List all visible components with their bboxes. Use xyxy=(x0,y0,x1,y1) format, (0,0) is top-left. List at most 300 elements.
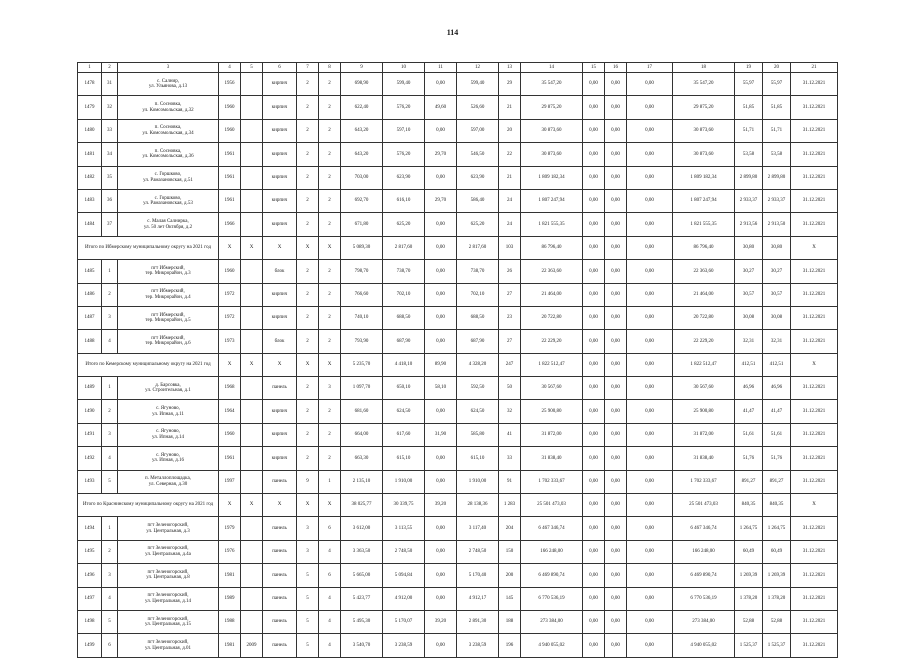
table-cell: 30 873,60 xyxy=(521,143,583,166)
table-row xyxy=(78,330,838,353)
table-cell: 0,00 xyxy=(583,610,605,633)
table-cell: 798,70 xyxy=(341,260,383,283)
table-cell: 29 875,20 xyxy=(673,96,735,119)
address-cell: пгт Зеленогорский, ул. Центральная, д.3 xyxy=(118,517,219,540)
table-cell: 21 xyxy=(499,166,521,189)
table-cell: 0,00 xyxy=(583,353,605,376)
table-cell: 840,35 xyxy=(763,494,791,517)
table-cell: 1 910,00 xyxy=(457,470,499,493)
table-cell: 622,40 xyxy=(341,96,383,119)
table-cell: 3 238,59 xyxy=(457,634,499,657)
address-cell: пгт Зеленогорский, ул. Центральная, д.01 xyxy=(118,634,219,657)
table-cell: 2 xyxy=(319,143,341,166)
table-cell: 576,20 xyxy=(383,96,425,119)
table-cell: 3 238,59 xyxy=(383,634,425,657)
table-cell: 2 xyxy=(297,96,319,119)
table-cell: 1498 xyxy=(78,610,102,633)
table-cell: 29 xyxy=(499,73,521,96)
column-number: 8 xyxy=(319,63,341,73)
table-cell: кирпич xyxy=(263,283,297,306)
table-cell: 4 xyxy=(319,610,341,633)
table-cell: 0,00 xyxy=(627,213,673,236)
table-cell: 0,00 xyxy=(627,73,673,96)
table-cell: 204 xyxy=(499,517,521,540)
table-cell: 51,76 xyxy=(735,447,763,470)
table-cell: 1484 xyxy=(78,213,102,236)
table-cell: 2 817,60 xyxy=(383,236,425,259)
table-cell: 25 501 473,03 xyxy=(673,494,735,517)
table-cell: панель xyxy=(263,517,297,540)
table-cell: 6 xyxy=(319,564,341,587)
column-number: 1 xyxy=(78,63,102,73)
table-cell: кирпич xyxy=(263,73,297,96)
table-row xyxy=(78,283,838,306)
table-cell: 585,80 xyxy=(457,423,499,446)
table-cell: 31.12.2021 xyxy=(791,564,838,587)
table-cell: 29,70 xyxy=(425,189,457,212)
table-cell: 1 821 555,35 xyxy=(521,213,583,236)
table-cell: 51,61 xyxy=(763,423,791,446)
table-row xyxy=(78,447,838,470)
table-cell: 0,00 xyxy=(425,306,457,329)
table-cell: 2 xyxy=(319,166,341,189)
table-cell: 145 xyxy=(499,587,521,610)
address-cell: с. Малая Салнирка, ул. 50 лет Октября, д.2 xyxy=(118,213,219,236)
table-cell: 1 269,39 xyxy=(735,564,763,587)
table-cell: 2 xyxy=(297,447,319,470)
table-cell: 3 117,40 xyxy=(457,517,499,540)
table-cell: 4 940 055,02 xyxy=(673,634,735,657)
table-row xyxy=(78,166,838,189)
table-cell: 1479 xyxy=(78,96,102,119)
table-cell: 0,00 xyxy=(605,540,627,563)
table-cell: 1 702 333,67 xyxy=(521,470,583,493)
table-cell: 28 138,36 xyxy=(457,494,499,517)
address-cell: пгт Зеленогорский, ул. Центральная, д.8 xyxy=(118,564,219,587)
table-cell xyxy=(241,119,263,142)
table-cell: 2 891,30 xyxy=(457,610,499,633)
table-cell: 6 467 346,74 xyxy=(673,517,735,540)
table-cell: 1490 xyxy=(78,400,102,423)
table-row xyxy=(78,423,838,446)
table-cell xyxy=(241,166,263,189)
table-cell: X xyxy=(241,236,263,259)
address-cell: пгт Зеленогорский, ул. Центральная, д.14 xyxy=(118,587,219,610)
table-cell: 2 xyxy=(297,73,319,96)
table-cell: 0,00 xyxy=(605,73,627,96)
column-number: 16 xyxy=(605,63,627,73)
table-cell: 0,00 xyxy=(425,587,457,610)
column-number: 4 xyxy=(219,63,241,73)
table-cell: 1981 xyxy=(219,564,241,587)
table-cell: кирпич xyxy=(263,96,297,119)
table-cell: 546,50 xyxy=(457,143,499,166)
table-cell: 31.12.2021 xyxy=(791,283,838,306)
table-cell xyxy=(241,377,263,400)
table-cell: панель xyxy=(263,377,297,400)
table-cell: 688,50 xyxy=(457,306,499,329)
table-cell: 31.12.2021 xyxy=(791,330,838,353)
table-cell: 31.12.2021 xyxy=(791,587,838,610)
address-cell: п. Сосновка, ул. Комсомольская, д.32 xyxy=(118,96,219,119)
table-cell: 740,10 xyxy=(341,306,383,329)
table-cell: 5 665,00 xyxy=(341,564,383,587)
table-cell: 29 875,20 xyxy=(521,96,583,119)
table-cell: 4 912,17 xyxy=(457,587,499,610)
table-cell: 49,60 xyxy=(425,96,457,119)
table-cell: 1981 xyxy=(219,634,241,657)
table-cell: 51,71 xyxy=(735,119,763,142)
table-row xyxy=(78,517,838,540)
table-cell xyxy=(241,73,263,96)
table-cell: 0,00 xyxy=(425,634,457,657)
table-cell: X xyxy=(791,353,838,376)
table-cell: 766,60 xyxy=(341,283,383,306)
table-cell: 30 567,60 xyxy=(673,377,735,400)
table-cell: 3 xyxy=(297,517,319,540)
table-cell: 0,00 xyxy=(605,306,627,329)
table-cell: 24 xyxy=(499,213,521,236)
table-cell: 31 872,00 xyxy=(521,423,583,446)
table-cell: 31.12.2021 xyxy=(791,540,838,563)
table-cell: 21 464,00 xyxy=(521,283,583,306)
table-cell: 687,90 xyxy=(457,330,499,353)
address-cell: п. Сосновка, ул. Комсомольская, д.36 xyxy=(118,143,219,166)
table-cell: 0,00 xyxy=(583,540,605,563)
table-cell: 1483 xyxy=(78,189,102,212)
table-cell: 3 xyxy=(102,423,118,446)
table-cell: 27 xyxy=(499,330,521,353)
table-cell: 55,97 xyxy=(763,73,791,96)
table-cell: 599,40 xyxy=(457,73,499,96)
table-cell: 0,00 xyxy=(605,610,627,633)
table-cell: 0,00 xyxy=(627,143,673,166)
table-cell: 26 xyxy=(499,260,521,283)
table-cell: 681,60 xyxy=(341,400,383,423)
table-cell: 2 xyxy=(297,306,319,329)
table-cell: 0,00 xyxy=(605,283,627,306)
table-cell: 0,00 xyxy=(583,377,605,400)
table-cell: 1961 xyxy=(219,166,241,189)
address-cell: с. Ягуново, ул. Ипная, д.11 xyxy=(118,400,219,423)
table-cell: 91 xyxy=(499,470,521,493)
table-cell: 30 339,75 xyxy=(383,494,425,517)
column-number: 7 xyxy=(297,63,319,73)
table-cell: 31.12.2021 xyxy=(791,634,838,657)
table-cell: 5 235,70 xyxy=(341,353,383,376)
table-row xyxy=(78,634,838,657)
table-cell: 1485 xyxy=(78,260,102,283)
table-cell: 0,00 xyxy=(583,470,605,493)
table-cell: X xyxy=(297,494,319,517)
table-cell: 615,10 xyxy=(383,447,425,470)
table-cell: 22 xyxy=(499,143,521,166)
table-cell: 0,00 xyxy=(627,517,673,540)
table-cell: 2 xyxy=(297,189,319,212)
table-cell: 5 xyxy=(102,470,118,493)
table-cell: панель xyxy=(263,540,297,563)
table-cell: X xyxy=(219,494,241,517)
table-cell: 4 328,20 xyxy=(457,353,499,376)
table-cell: 1972 xyxy=(219,306,241,329)
table-cell: 51,61 xyxy=(735,423,763,446)
address-cell: с. Горшково, ул. Рамазановская, д.51 xyxy=(118,166,219,189)
column-number: 18 xyxy=(673,63,735,73)
table-cell: 0,00 xyxy=(627,587,673,610)
table-cell: 31.12.2021 xyxy=(791,423,838,446)
table-cell: 5 xyxy=(297,634,319,657)
table-cell: 1989 xyxy=(219,587,241,610)
table-cell: 6 xyxy=(102,634,118,657)
table-cell: 1 264,75 xyxy=(763,517,791,540)
table-cell: 1956 xyxy=(219,73,241,96)
table-cell: 0,00 xyxy=(627,119,673,142)
table-cell: 0,00 xyxy=(627,283,673,306)
address-cell: с. Ягуново, ул. Ипная, д.14 xyxy=(118,423,219,446)
table-cell: 0,00 xyxy=(425,283,457,306)
table-cell: 3 xyxy=(319,377,341,400)
table-cell: 2 933,37 xyxy=(763,189,791,212)
table-cell: 1487 xyxy=(78,306,102,329)
column-number: 12 xyxy=(457,63,499,73)
table-cell: 623,90 xyxy=(383,166,425,189)
table-cell: 0,00 xyxy=(605,634,627,657)
table-cell: 643,20 xyxy=(341,119,383,142)
table-cell: 0,00 xyxy=(425,213,457,236)
table-cell: 2 xyxy=(297,143,319,166)
table-cell xyxy=(241,260,263,283)
table-cell: 0,00 xyxy=(627,540,673,563)
table-cell: 1997 xyxy=(219,470,241,493)
table-cell: X xyxy=(263,494,297,517)
table-cell: кирпич xyxy=(263,306,297,329)
table-cell: 1 xyxy=(102,377,118,400)
table-cell: X xyxy=(241,494,263,517)
table-cell: 39,20 xyxy=(425,494,457,517)
table-cell: 1494 xyxy=(78,517,102,540)
table-cell: 51,85 xyxy=(735,96,763,119)
table-cell: 698,90 xyxy=(341,73,383,96)
column-number: 11 xyxy=(425,63,457,73)
table-cell: 0,00 xyxy=(605,96,627,119)
table-cell: 1 378,20 xyxy=(735,587,763,610)
table-cell: 60,49 xyxy=(735,540,763,563)
table-cell: 103 xyxy=(499,236,521,259)
table-cell: 1961 xyxy=(219,189,241,212)
column-number: 3 xyxy=(118,63,219,73)
page-number: 114 xyxy=(446,28,459,37)
table-cell: 0,00 xyxy=(627,306,673,329)
table-cell: 0,00 xyxy=(605,260,627,283)
table-cell: 3 540,70 xyxy=(341,634,383,657)
table-cell: 0,00 xyxy=(583,73,605,96)
table-cell: 0,00 xyxy=(605,166,627,189)
table-cell: 2009 xyxy=(241,634,263,657)
table-cell: 0,00 xyxy=(627,470,673,493)
table-cell: 22 363,60 xyxy=(673,260,735,283)
table-cell: 4 xyxy=(102,447,118,470)
table-cell: 702,10 xyxy=(457,283,499,306)
table-cell: 0,00 xyxy=(425,330,457,353)
table-cell: 0,00 xyxy=(583,166,605,189)
table-cell: 0,00 xyxy=(605,236,627,259)
table-cell: 1481 xyxy=(78,143,102,166)
table-cell: 51,76 xyxy=(763,447,791,470)
table-cell: 2 933,37 xyxy=(735,189,763,212)
table-cell: 31.12.2021 xyxy=(791,119,838,142)
address-cell: пгт Ибмерский, тер. Микрорайон, д.6 xyxy=(118,330,219,353)
table-cell: 31 838,40 xyxy=(673,447,735,470)
table-cell: 2 913,50 xyxy=(763,213,791,236)
table-cell: 0,00 xyxy=(583,423,605,446)
table-cell: 5 170,07 xyxy=(383,610,425,633)
table-cell: 60,49 xyxy=(763,540,791,563)
table-cell: 4 xyxy=(319,634,341,657)
table-cell: 0,00 xyxy=(627,330,673,353)
table-cell xyxy=(241,213,263,236)
table-cell: 6 467 346,74 xyxy=(521,517,583,540)
table-cell: 617,60 xyxy=(383,423,425,446)
table-cell: 55,97 xyxy=(735,73,763,96)
address-cell: д. Барсовка, ул. Строительная, д.1 xyxy=(118,377,219,400)
table-row xyxy=(78,377,838,400)
address-cell: пгт Ибмерский, тер. Микрорайон, д.4 xyxy=(118,283,219,306)
table-cell: 4 xyxy=(102,587,118,610)
table-cell: 31.12.2021 xyxy=(791,189,838,212)
table-cell: 0,00 xyxy=(425,447,457,470)
table-cell: 2 748,50 xyxy=(383,540,425,563)
table-cell xyxy=(241,470,263,493)
table-cell: 687,90 xyxy=(383,330,425,353)
table-cell: 0,00 xyxy=(605,143,627,166)
table-cell: 6 770 536,19 xyxy=(673,587,735,610)
table-cell: 32 xyxy=(102,96,118,119)
table-cell: 0,00 xyxy=(583,587,605,610)
address-cell: с. Ягуново, ул. Ипная, д.16 xyxy=(118,447,219,470)
table-cell: 5 094,84 xyxy=(383,564,425,587)
table-cell: 1972 xyxy=(219,283,241,306)
table-cell: 31.12.2021 xyxy=(791,73,838,96)
table-cell: 2 xyxy=(319,283,341,306)
district-total-row xyxy=(78,353,838,376)
table-cell: 51,85 xyxy=(763,96,791,119)
table-cell: 0,00 xyxy=(583,634,605,657)
table-row xyxy=(78,470,838,493)
table-cell: 597,00 xyxy=(457,119,499,142)
table-cell: 35 547,20 xyxy=(673,73,735,96)
table-cell: 4 940 055,02 xyxy=(521,634,583,657)
table-cell: 89,90 xyxy=(425,353,457,376)
table-cell: 5 495,30 xyxy=(341,610,383,633)
table-cell: 0,00 xyxy=(605,447,627,470)
table-cell: 6 469 890,74 xyxy=(673,564,735,587)
table-cell xyxy=(241,447,263,470)
table-cell: 650,10 xyxy=(383,377,425,400)
table-cell: 0,00 xyxy=(425,236,457,259)
table-cell: 1 525,37 xyxy=(735,634,763,657)
table-cell: 1 xyxy=(102,517,118,540)
table-cell: 0,00 xyxy=(627,610,673,633)
table-cell: 592,50 xyxy=(457,377,499,400)
address-cell: пгт Ибмерский, тер. Микрорайон, д.3 xyxy=(118,260,219,283)
address-cell: с. Горшково, ул. Рамазановская, д.53 xyxy=(118,189,219,212)
table-cell: 0,00 xyxy=(425,540,457,563)
table-cell xyxy=(241,423,263,446)
table-cell: 1960 xyxy=(219,260,241,283)
column-number-row xyxy=(78,63,838,73)
table-cell: 0,00 xyxy=(627,96,673,119)
table-cell: 0,00 xyxy=(605,213,627,236)
table-cell: 52,88 xyxy=(735,610,763,633)
table-cell: 0,00 xyxy=(627,423,673,446)
table-cell: 3 xyxy=(102,564,118,587)
table-cell: 41,47 xyxy=(763,400,791,423)
table-cell: 31.12.2021 xyxy=(791,400,838,423)
table-cell: 0,00 xyxy=(627,634,673,657)
table-cell: 31.12.2021 xyxy=(791,377,838,400)
table-cell: 0,00 xyxy=(583,494,605,517)
table-cell: 1 xyxy=(102,260,118,283)
table-cell: 41,47 xyxy=(735,400,763,423)
table-cell: 22 229,20 xyxy=(521,330,583,353)
table-cell: 597,10 xyxy=(383,119,425,142)
table-cell: 1499 xyxy=(78,634,102,657)
table-cell: 3 363,50 xyxy=(341,540,383,563)
housing-table xyxy=(77,62,838,658)
table-cell: 32 xyxy=(499,400,521,423)
table-cell: 1 269,39 xyxy=(763,564,791,587)
table-cell: 625,20 xyxy=(457,213,499,236)
table-cell: 38 025,77 xyxy=(341,494,383,517)
table-cell: 2 xyxy=(297,260,319,283)
table-cell: кирпич xyxy=(263,213,297,236)
table-cell xyxy=(241,540,263,563)
table-cell: 52,88 xyxy=(763,610,791,633)
column-number: 17 xyxy=(627,63,673,73)
table-cell: 35 547,20 xyxy=(521,73,583,96)
table-cell: 1 264,75 xyxy=(735,517,763,540)
table-cell xyxy=(241,143,263,166)
table-cell: 273 384,00 xyxy=(673,610,735,633)
table-cell: 2 913,56 xyxy=(735,213,763,236)
table-cell: 32,31 xyxy=(763,330,791,353)
table-cell: 1489 xyxy=(78,377,102,400)
table-cell: 30,57 xyxy=(735,283,763,306)
table-cell: 1 xyxy=(319,470,341,493)
table-cell: кирпич xyxy=(263,447,297,470)
table-cell: 2 xyxy=(319,306,341,329)
table-cell: 1966 xyxy=(219,213,241,236)
table-cell: 1 378,20 xyxy=(763,587,791,610)
table-cell: 46,96 xyxy=(763,377,791,400)
column-number: 6 xyxy=(263,63,297,73)
table-cell: 1968 xyxy=(219,377,241,400)
table-row xyxy=(78,610,838,633)
table-cell: 25 900,80 xyxy=(673,400,735,423)
table-cell: X xyxy=(263,236,297,259)
table-cell: X xyxy=(241,353,263,376)
table-cell: 0,00 xyxy=(425,517,457,540)
table-cell xyxy=(241,189,263,212)
table-cell: 0,00 xyxy=(605,119,627,142)
table-cell: 31 xyxy=(102,73,118,96)
table-cell: 0,00 xyxy=(605,400,627,423)
table-cell: 0,00 xyxy=(583,306,605,329)
table-cell: кирпич xyxy=(263,119,297,142)
table-cell: 1492 xyxy=(78,447,102,470)
table-cell: 2 xyxy=(319,119,341,142)
table-cell: 0,00 xyxy=(605,494,627,517)
